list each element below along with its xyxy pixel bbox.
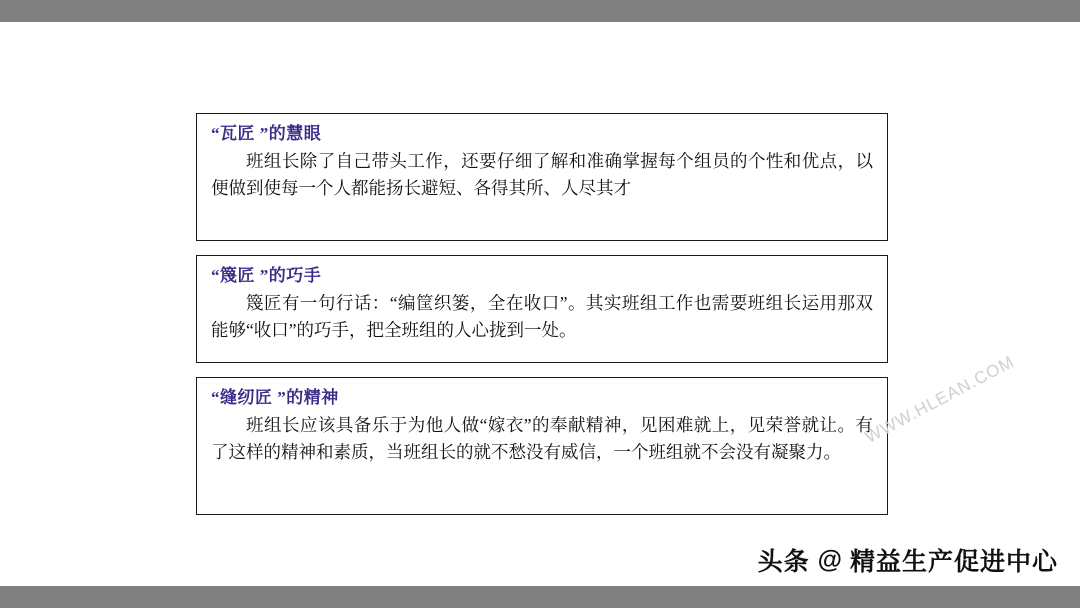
- platform-label: 头条: [757, 548, 810, 576]
- cards-container: [196, 113, 888, 529]
- watermark-url: WWW.HLEAN.COM: [862, 352, 1018, 447]
- card-body: 班组长除了自己带头工作，还要仔细了解和准确掌握每个组员的个性和优点，以便做到使每一个人都能扬长避短、各得其所、人尽其才: [211, 151, 873, 198]
- card-body: 篾匠有一句行话：“编筐织篓，全在收口”。其实班组工作也需要班组长运用那双能够“收口”的巧手，把全班组的人心拢到一处。: [211, 293, 873, 340]
- card-miejiang: [196, 255, 888, 363]
- at-symbol: @: [817, 545, 842, 574]
- brand-label: 精益生产促进中心: [849, 548, 1058, 576]
- card-body: 班组长应该具备乐于为他人做“嫁衣”的奉献精神，见困难就上，见荣誉就让。有了这样的精神和素质，当班组长的就不愁没有威信，一个班组就不会没有凝聚力。: [211, 415, 873, 462]
- card-fengrenjiang: [196, 377, 888, 515]
- footer-branding: [758, 542, 1058, 578]
- top-gray-bar: [0, 0, 1080, 22]
- bottom-gray-bar: [0, 586, 1080, 608]
- card-wajiang: [196, 113, 888, 241]
- card-title: “瓦匠 ”的慧眼: [211, 124, 322, 143]
- card-title: “缝纫匠 ”的精神: [211, 388, 339, 407]
- card-title: “篾匠 ”的巧手: [211, 266, 322, 285]
